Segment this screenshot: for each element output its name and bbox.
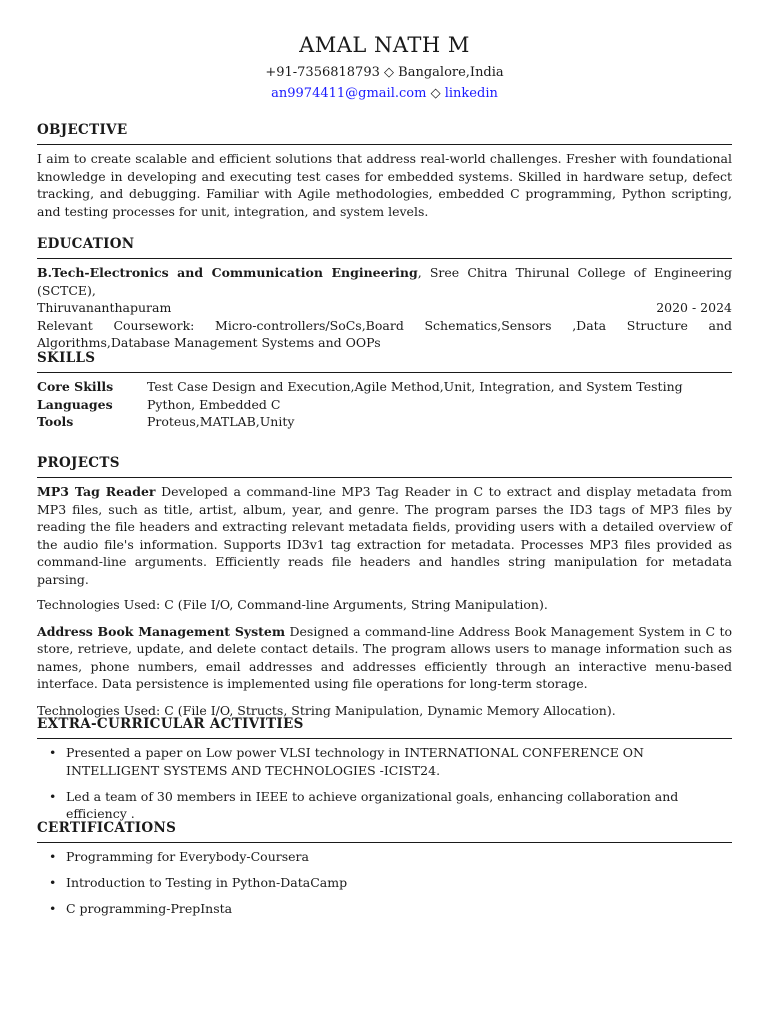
section-title-education: EDUCATION [37, 236, 732, 259]
college: , Sree Chitra Thirunal College of Engineering (SCTCE), [37, 265, 733, 298]
list-item-text: Presented a paper on Low power VLSI technology in INTERNATIONAL CONFERENCE ON INTELLIGENT SYSTEMS AND TECHNOLOGIES -ICIST24. [66, 745, 644, 778]
skill-row [37, 396, 732, 414]
list-item [37, 744, 732, 779]
separator-icon: ◇ [430, 86, 441, 101]
bullet-icon: • [49, 875, 57, 890]
skill-key: Tools [37, 414, 74, 429]
objective-section [37, 122, 732, 220]
resume-name: AMAL NATH M [299, 33, 470, 57]
project-desc: Developed a command-line MP3 Tag Reader in C to extract and display metadata from MP3 files, such as title, artist, album, year, and genre. The program parses the ID3 tags of MP3 files by reading the file headers and extracting relevant metadata fields, providing users with a detailed overview of the audio file's information. Supports ID3v1 tag extraction for metadata. Processes MP3 files provided as command-line arguments. Efficiently reads file headers and handles string manipulation for metadata parsing. [37, 484, 732, 587]
list-item-text: Programming for Everybody-Coursera [66, 849, 309, 864]
skill-key: Core Skills [37, 379, 114, 394]
section-title-certifications: CERTIFICATIONS [37, 820, 732, 843]
contact-line [37, 64, 732, 81]
list-item-text: Introduction to Testing in Python-DataCamp [66, 875, 348, 890]
linkedin-link[interactable]: linkedin [444, 86, 498, 101]
list-item-text: C programming-PrepInsta [66, 901, 233, 916]
extracurricular-list [37, 744, 732, 823]
skill-value: Test Case Design and Execution,Agile Method,Unit, Integration, and System Testing [147, 379, 683, 394]
list-item [37, 848, 732, 866]
links-line [37, 85, 732, 102]
section-title-extracurricular: EXTRA-CURRICULAR ACTIVITIES [37, 716, 732, 739]
list-item-text: Led a team of 30 members in IEEE to achieve organizational goals, enhancing collaboration and efficiency . [66, 788, 679, 821]
years: 2020 - 2024 [656, 300, 732, 315]
email-link[interactable]: an9974411@gmail.com [271, 86, 427, 101]
extracurricular-section [37, 716, 732, 831]
objective-text: I aim to create scalable and efficient solutions that address real-world challenges. Fresher with foundational knowledge in developing and executing test cases for embedded systems. Skilled in hardware setup, defect tracking, and debugging. Familiar with Agile methodologies, embedded C programming, Python scripting, and testing processes for unit, integration, and system levels. [37, 151, 732, 219]
list-item [37, 788, 732, 823]
skills-table [37, 378, 732, 431]
project-tech: Technologies Used: C (File I/O, Structs, String Manipulation, Dynamic Memory Allocation). [37, 702, 616, 718]
project-name: MP3 Tag Reader [37, 484, 156, 499]
project-tech: Technologies Used: C (File I/O, Command-line Arguments, String Manipulation). [37, 597, 548, 612]
projects-section [37, 455, 732, 719]
city: Thiruvananthapuram [37, 300, 172, 315]
certifications-section [37, 820, 732, 926]
section-title-skills: SKILLS [37, 350, 732, 373]
list-item [37, 874, 732, 892]
skill-value: Proteus,MATLAB,Unity [147, 414, 295, 429]
degree: B.Tech-Electronics and Communication Engineering [37, 265, 418, 280]
phone: +91-7356818793 [265, 65, 380, 80]
certifications-list [37, 848, 732, 918]
project-name: Address Book Management System [37, 623, 286, 639]
location: Bangalore,India [398, 65, 504, 80]
list-item [37, 900, 732, 918]
coursework: Relevant Coursework: Micro-controllers/SoCs,Board Schematics,Sensors ,Data Structure and Algorithms,Database Management Systems and OOPs [37, 317, 732, 350]
education-degree-line [37, 264, 732, 299]
section-title-projects: PROJECTS [37, 455, 732, 478]
project-item [37, 483, 732, 588]
skill-row [37, 378, 732, 396]
bullet-icon: • [49, 849, 57, 864]
skill-row [37, 413, 732, 431]
separator-icon: ◇ [384, 65, 395, 80]
skill-value: Python, Embedded C [147, 396, 281, 412]
skills-section [37, 350, 732, 431]
education-city-row [37, 299, 732, 317]
section-title-objective: OBJECTIVE [37, 122, 732, 145]
bullet-icon: • [49, 745, 57, 760]
education-section [37, 236, 732, 352]
skill-key: Languages [37, 396, 113, 412]
bullet-icon: • [49, 901, 57, 916]
project-desc: Designed a command-line Address Book Management System in C to store, retrieve, update, and delete contact details. The program allows users to manage information such as names, phone numbers, email addresses and addresses efficiently through an interactive menu-based interface. Data persistence is implemented using file operations for long-term storage. [37, 623, 733, 691]
bullet-icon: • [49, 788, 57, 804]
project-item [37, 623, 732, 693]
